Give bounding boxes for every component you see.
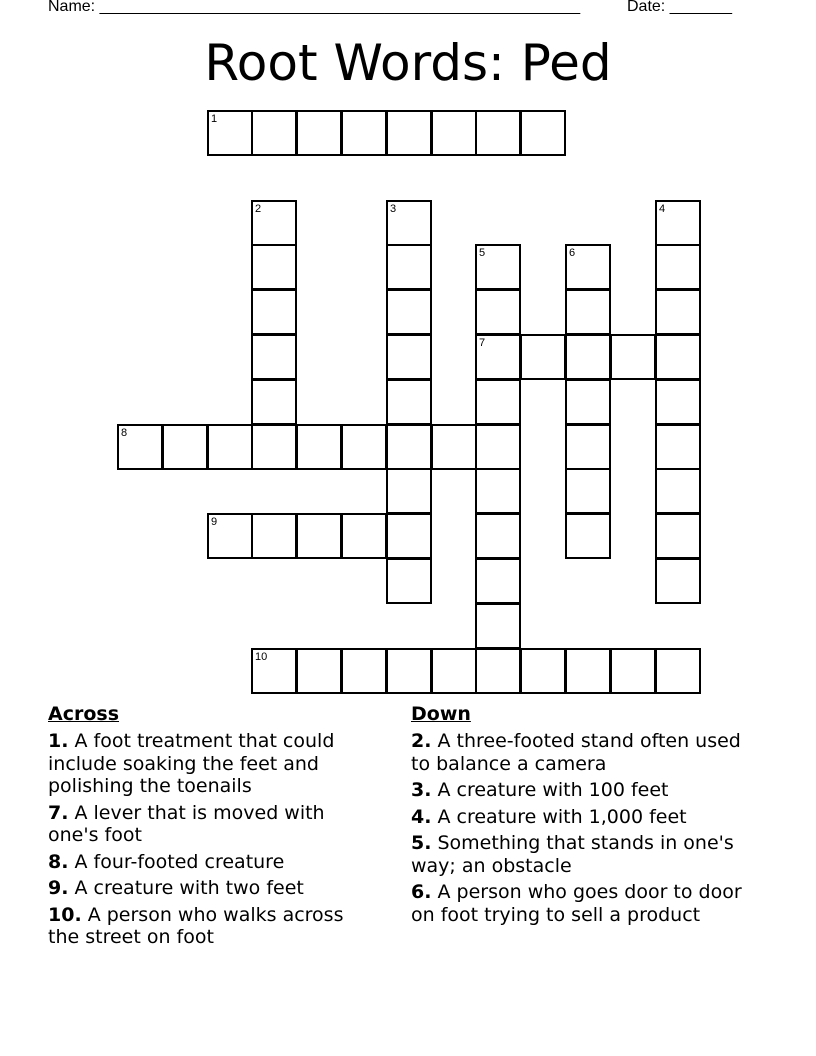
crossword-cell[interactable] [565, 379, 611, 425]
crossword-cell[interactable] [610, 334, 656, 380]
crossword-cell[interactable] [207, 110, 253, 156]
crossword-cell[interactable] [386, 200, 432, 246]
crossword-cell[interactable] [251, 334, 297, 380]
crossword-cell[interactable] [655, 289, 701, 335]
crossword-cell[interactable] [386, 244, 432, 290]
crossword-cell[interactable] [565, 244, 611, 290]
clue-number-label: 2 [255, 203, 262, 215]
crossword-cell[interactable] [475, 513, 521, 559]
clue-number-label: 3 [390, 203, 397, 215]
clue-item [48, 730, 378, 798]
crossword-cell[interactable] [251, 648, 297, 694]
crossword-cell[interactable] [386, 513, 432, 559]
crossword-cell[interactable] [162, 424, 208, 470]
clue-number-label: 8 [121, 427, 128, 439]
crossword-cell[interactable] [655, 244, 701, 290]
crossword-cell[interactable] [341, 110, 387, 156]
crossword-cell[interactable] [251, 110, 297, 156]
across-heading: Across [48, 703, 120, 725]
clue-item [411, 806, 751, 829]
crossword-cell[interactable] [251, 424, 297, 470]
crossword-cell[interactable] [655, 648, 701, 694]
clue-number-label: 1 [211, 113, 218, 125]
clue-number: 10. [48, 903, 82, 926]
clue-number-label: 7 [479, 337, 486, 349]
clue-item [411, 832, 751, 877]
clue-item [411, 881, 751, 926]
clue-text: A person who goes door to door on foot trying to sell a product [411, 881, 742, 926]
crossword-cell[interactable] [296, 110, 342, 156]
crossword-cell[interactable] [386, 110, 432, 156]
crossword-cell[interactable] [475, 110, 521, 156]
crossword-cell[interactable] [520, 334, 566, 380]
clue-item [411, 779, 751, 802]
clue-item [48, 877, 378, 900]
page-title: Root Words: Ped [204, 34, 612, 92]
crossword-cell[interactable] [386, 558, 432, 604]
crossword-cell[interactable] [655, 558, 701, 604]
clue-number: 3. [411, 779, 432, 801]
crossword-cell[interactable] [296, 648, 342, 694]
clue-text: A creature with two feet [68, 877, 304, 899]
crossword-cell[interactable] [520, 648, 566, 694]
crossword-cell[interactable] [475, 558, 521, 604]
crossword-cell[interactable] [475, 334, 521, 380]
clue-text: A creature with 1,000 feet [431, 805, 687, 828]
crossword-cell[interactable] [251, 200, 297, 246]
name-field-label: Name: ______________________________________________________ [48, 0, 581, 15]
across-clues [48, 702, 378, 953]
crossword-cell[interactable] [655, 468, 701, 514]
crossword-cell[interactable] [251, 289, 297, 335]
crossword-cell[interactable] [475, 289, 521, 335]
across-clue-list [48, 730, 378, 949]
crossword-cell[interactable] [117, 424, 163, 470]
clue-number: 8. [48, 850, 69, 873]
crossword-cell[interactable] [565, 513, 611, 559]
clue-item [48, 802, 378, 847]
clue-number: 2. [411, 730, 432, 752]
crossword-cell[interactable] [296, 424, 342, 470]
crossword-cell[interactable] [565, 648, 611, 694]
crossword-cell[interactable] [431, 648, 477, 694]
crossword-cell[interactable] [655, 424, 701, 470]
crossword-cell[interactable] [475, 379, 521, 425]
crossword-cell[interactable] [207, 424, 253, 470]
clue-text: A foot treatment that could include soaking the feet and polishing the toenails [48, 730, 335, 797]
crossword-cell[interactable] [475, 603, 521, 649]
clue-number: 7. [48, 801, 69, 824]
crossword-cell[interactable] [655, 513, 701, 559]
crossword-cell[interactable] [655, 379, 701, 425]
clue-number: 6. [411, 881, 432, 903]
crossword-cell[interactable] [341, 648, 387, 694]
crossword-cell[interactable] [251, 513, 297, 559]
crossword-cell[interactable] [296, 513, 342, 559]
crossword-cell[interactable] [251, 244, 297, 290]
clue-number-label: 5 [479, 247, 486, 259]
crossword-cell[interactable] [341, 513, 387, 559]
crossword-cell[interactable] [386, 289, 432, 335]
crossword-cell[interactable] [386, 648, 432, 694]
crossword-cell[interactable] [386, 424, 432, 470]
clue-text: A four-footed creature [68, 850, 285, 873]
crossword-cell[interactable] [386, 379, 432, 425]
crossword-cell[interactable] [475, 648, 521, 694]
clue-number: 1. [48, 730, 69, 752]
down-heading: Down [411, 703, 471, 725]
date-field-label: Date: _______ [627, 0, 732, 15]
crossword-cell[interactable] [655, 200, 701, 246]
clue-text: A lever that is moved with one's foot [48, 801, 325, 846]
clue-number-label: 4 [659, 203, 666, 215]
crossword-cell[interactable] [341, 424, 387, 470]
crossword-cell[interactable] [610, 648, 656, 694]
crossword-cell[interactable] [475, 468, 521, 514]
crossword-cell[interactable] [565, 424, 611, 470]
crossword-cell[interactable] [431, 424, 477, 470]
clue-item [48, 851, 378, 874]
crossword-cell[interactable] [475, 244, 521, 290]
clue-text: A three-footed stand often used to balance a camera [411, 730, 741, 775]
crossword-cell[interactable] [386, 334, 432, 380]
clue-text: A person who walks across the street on foot [48, 903, 344, 948]
clue-number-label: 6 [569, 247, 576, 259]
crossword-cell[interactable] [207, 513, 253, 559]
down-clue-list [411, 730, 751, 926]
crossword-cell[interactable] [655, 334, 701, 380]
crossword-cell[interactable] [251, 379, 297, 425]
crossword-cell[interactable] [520, 110, 566, 156]
crossword-cell[interactable] [565, 468, 611, 514]
clue-number: 5. [411, 832, 432, 854]
crossword-cell[interactable] [386, 468, 432, 514]
clue-text: Something that stands in one's way; an obstacle [411, 832, 734, 877]
down-clues [411, 702, 751, 930]
clue-item [411, 730, 751, 775]
clue-item [48, 904, 378, 949]
clue-number: 4. [411, 805, 432, 828]
clue-number-label: 9 [211, 516, 218, 528]
clue-number-label: 10 [255, 651, 268, 663]
clue-number: 9. [48, 877, 69, 899]
crossword-cell[interactable] [431, 110, 477, 156]
clue-text: A creature with 100 feet [431, 779, 669, 801]
crossword-cell[interactable] [565, 289, 611, 335]
crossword-cell[interactable] [475, 424, 521, 470]
crossword-cell[interactable] [565, 334, 611, 380]
